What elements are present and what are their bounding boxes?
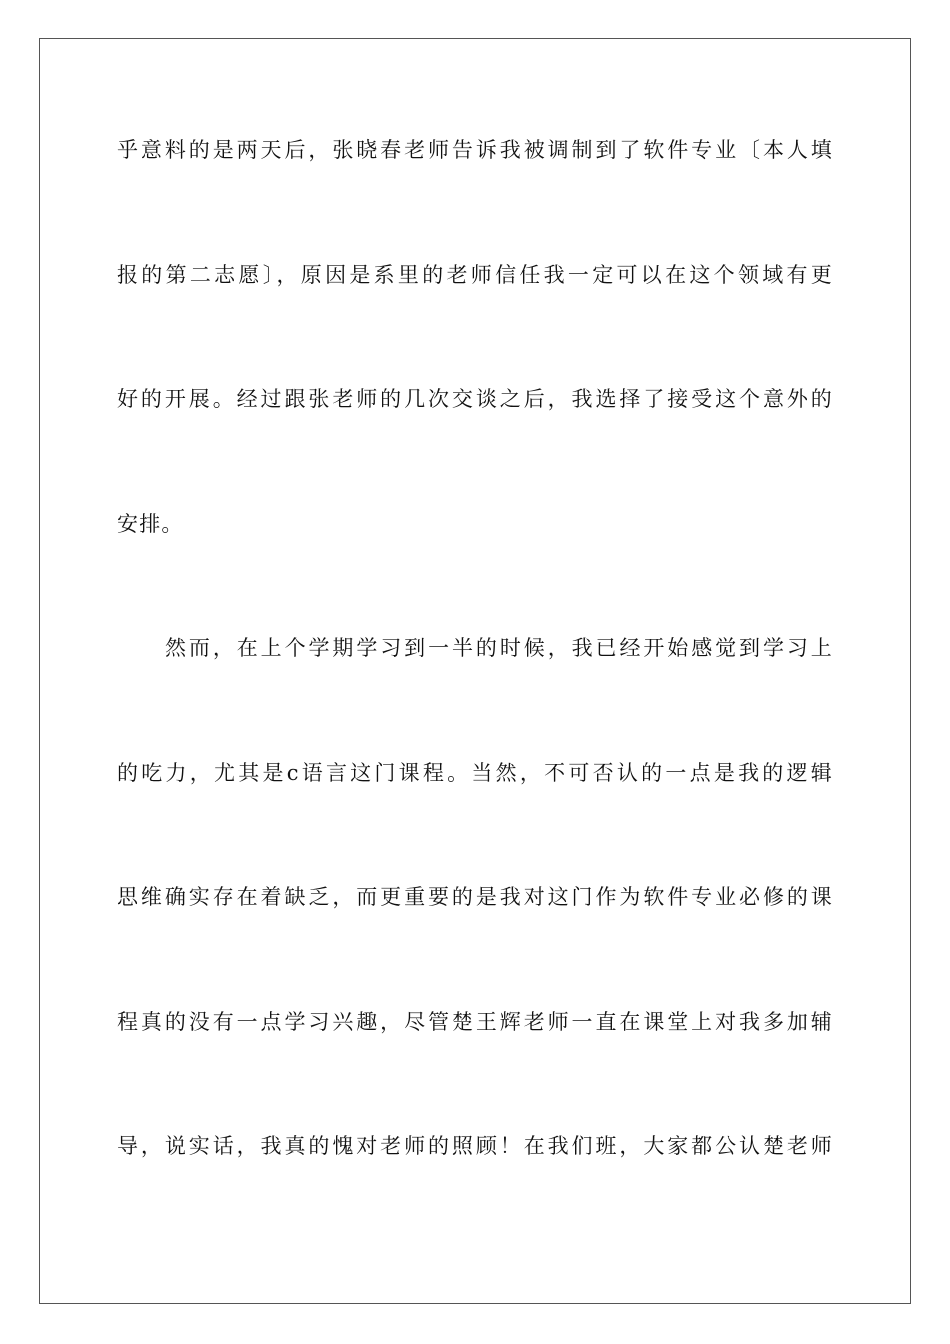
- text-line: 程真的没有一点学习兴趣，尽管楚王辉老师一直在课堂上对我多加辅: [117, 1010, 833, 1034]
- text-line: 然而，在上个学期学习到一半的时候，我已经开始感觉到学习上: [165, 636, 833, 660]
- text-line: 导，说实话，我真的愧对老师的照顾！在我们班，大家都公认楚老师: [117, 1134, 833, 1158]
- text-line: 乎意料的是两天后，张晓春老师告诉我被调制到了软件专业〔本人填: [117, 138, 833, 162]
- page-border: [39, 38, 911, 1304]
- text-line: 好的开展。经过跟张老师的几次交谈之后，我选择了接受这个意外的: [117, 387, 833, 411]
- text-line: 的吃力，尤其是c语言这门课程。当然，不可否认的一点是我的逻辑: [117, 761, 833, 785]
- text-line: 思维确实存在着缺乏，而更重要的是我对这门作为软件专业必修的课: [117, 885, 833, 909]
- text-line: 报的第二志愿〕，原因是系里的老师信任我一定可以在这个领域有更: [117, 263, 833, 287]
- text-line: 安排。: [117, 512, 184, 536]
